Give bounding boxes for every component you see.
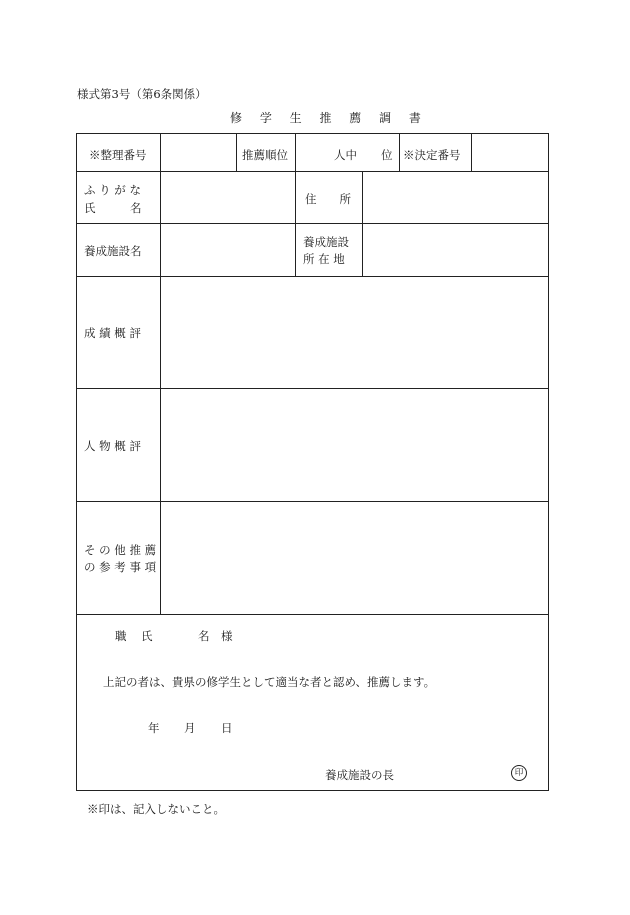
facility-location-field[interactable] [363, 224, 548, 276]
jusho-label: 住 所 [305, 192, 351, 206]
form-number-label: 様式第3号（第6条関係） [77, 87, 207, 101]
shi-label: 氏 [141, 629, 153, 643]
furigana-label: ふ り が な [84, 183, 141, 197]
shozaichi-label-line2: 所 在 地 [303, 252, 345, 266]
sama-label: 様 [221, 629, 233, 643]
footnote: ※印は、記入しないこと。 [87, 802, 225, 816]
grades-summary-field[interactable] [161, 277, 548, 388]
shisetsu-mei-label: 養成施設名 [84, 244, 142, 258]
other-notes-field[interactable] [161, 502, 548, 614]
name-field[interactable] [161, 172, 295, 223]
document-title: 修 学 生 推 薦 調 書 [230, 111, 428, 125]
column-divider [399, 134, 400, 171]
character-summary-field[interactable] [161, 389, 548, 501]
sonota-label-line2: の 参 考 事 項 [84, 560, 157, 574]
year-label: 年 [148, 721, 160, 735]
shimei-label: 氏 名 [84, 201, 142, 215]
row-divider [77, 614, 548, 615]
seiseki-label: 成 績 概 評 [84, 326, 141, 340]
shozaichi-label-line1: 養成施設 [303, 235, 349, 249]
day-label: 日 [221, 721, 233, 735]
month-label: 月 [184, 721, 196, 735]
nin-naka-label: 人中 [334, 148, 357, 162]
recommendation-form-table [76, 133, 549, 791]
sonota-label-line1: そ の 他 推 薦 [84, 543, 157, 557]
jinbutsu-label: 人 物 概 評 [84, 439, 141, 453]
column-divider [295, 134, 296, 276]
suisen-juni-label: 推薦順位 [242, 148, 288, 162]
i-label: 位 [381, 148, 393, 162]
signer-label: 養成施設の長 [325, 768, 394, 782]
recommendation-statement: 上記の者は、貴県の修学生として適当な者と認め、推薦します。 [103, 675, 436, 689]
address-field[interactable] [363, 172, 548, 223]
kettei-bango-label: ※決定番号 [403, 148, 461, 162]
kettei-bango-field[interactable] [472, 134, 548, 171]
seiri-bango-field[interactable] [161, 134, 236, 171]
facility-name-field[interactable] [161, 224, 295, 276]
mei-label: 名 [198, 629, 210, 643]
shoku-label: 職 [115, 629, 127, 643]
seal-stamp-icon: 印 [511, 765, 527, 781]
seiri-bango-label: ※整理番号 [89, 148, 147, 162]
column-divider [236, 134, 237, 171]
